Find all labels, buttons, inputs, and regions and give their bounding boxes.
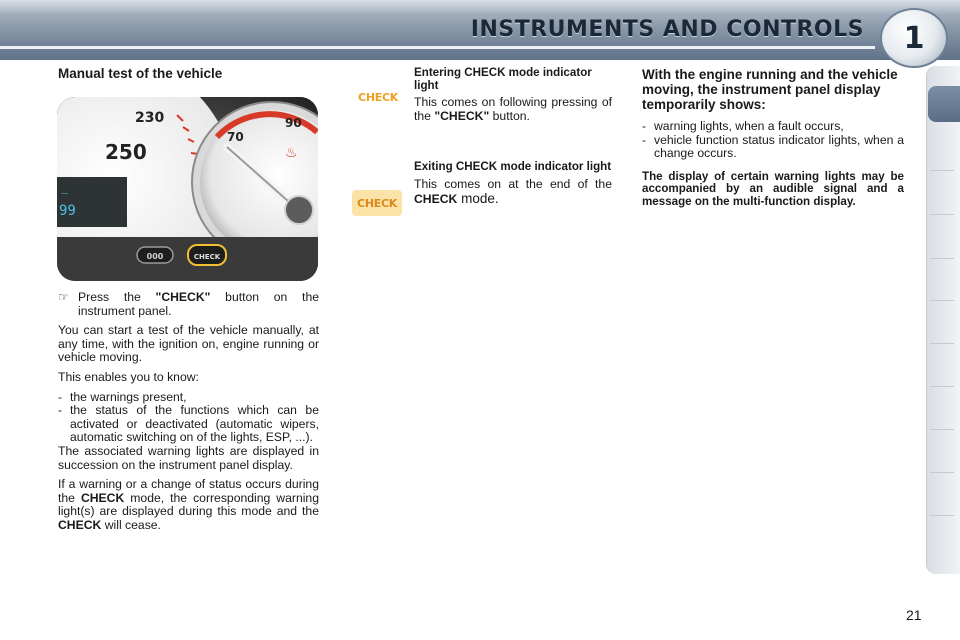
header-shine <box>0 0 960 14</box>
gauge-mark-70: 70 <box>227 130 244 144</box>
check-button-label: CHECK <box>193 253 221 261</box>
instrument-panel-photo <box>57 97 318 281</box>
speed-mark-230: 230 <box>135 110 165 126</box>
speed-mark-250: 250 <box>105 140 147 164</box>
tab-divider <box>930 386 954 387</box>
check-entering-indicator-icon: CHECK <box>358 90 398 104</box>
right-column-text <box>642 67 904 215</box>
instruction-text: Press the "CHECK" button on the instrument panel. <box>78 290 319 318</box>
chapter-tab-active[interactable] <box>928 86 960 122</box>
tab-divider <box>930 214 954 215</box>
pointing-hand-icon: ☞ <box>58 290 69 304</box>
tab-divider <box>930 258 954 259</box>
instruction-bullet <box>58 291 319 318</box>
paragraph-manual-test: You can start a test of the vehicle manually, at any time, with the ignition on, engine running or vehicle moving. <box>58 323 319 365</box>
needle-hub <box>285 196 313 224</box>
tab-divider <box>930 300 954 301</box>
svg-text:99: 99 <box>59 203 76 219</box>
list-item: - vehicle function status indicator lights, when a change occurs. <box>642 132 904 161</box>
entering-check-heading: Entering CHECK mode indicator light <box>414 66 592 92</box>
list-item: - warning lights, when a fault occurs, <box>642 119 844 133</box>
chapter-tab-strip[interactable] <box>926 66 960 574</box>
header-bar <box>0 0 960 60</box>
tab-divider <box>930 343 954 344</box>
exiting-check-heading: Exiting CHECK mode indicator light <box>414 160 612 174</box>
tab-divider <box>930 472 954 473</box>
entering-check-text: This comes on following pressing of the "CHECK" button. <box>414 95 612 123</box>
list-item: - the status of the functions which can be activated or deactivated (automatic wipers, automatic switching on of the lights, ESP, ...). <box>58 403 319 445</box>
tab-divider <box>930 170 954 171</box>
paragraph-enables: This enables you to know: <box>58 369 199 384</box>
knowledge-list <box>58 391 319 445</box>
middle-column-text <box>414 67 612 212</box>
header-divider <box>0 46 875 49</box>
svg-text:_: _ <box>61 180 69 194</box>
left-column-text <box>58 291 319 539</box>
instrument-panel-illustration <box>57 97 318 281</box>
section-heading-manual-test: Manual test of the vehicle <box>58 66 223 81</box>
display-shows-list <box>642 120 904 161</box>
tab-divider <box>930 515 954 516</box>
paragraph-warning-change: If a warning or a change of status occurs during the CHECK mode, the corresponding warning light(s) are displayed during this mode and the CHECK will cease. <box>58 477 319 532</box>
paragraph-associated-lights: The associated warning lights are displayed in succession on the instrument panel display. <box>58 443 319 472</box>
page-title: INSTRUMENTS AND CONTROLS <box>470 17 864 42</box>
tab-divider <box>930 429 954 430</box>
chapter-badge: 1 <box>880 8 948 68</box>
check-exiting-indicator-icon: CHECK <box>352 190 402 216</box>
list-item: - the warnings present, <box>58 389 187 404</box>
exiting-check-text: This comes on at the end of the CHECK mode. <box>414 176 612 206</box>
audible-signal-note: The display of certain warning lights may be accompanied by an audible signal and a message on the multi-function display. <box>642 169 904 208</box>
page-number: 21 <box>906 607 922 623</box>
engine-running-heading: With the engine running and the vehicle moving, the instrument panel display temporarily shows: <box>642 67 898 112</box>
gauge-mark-90: 90 <box>285 116 302 130</box>
odometer-button-label: 000 <box>146 252 164 261</box>
temperature-icon: ♨ <box>285 145 298 161</box>
